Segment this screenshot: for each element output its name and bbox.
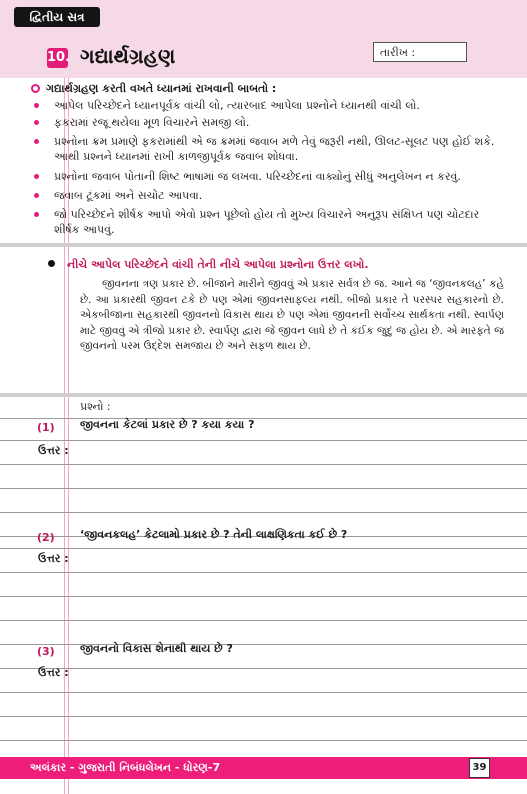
ruled-line bbox=[0, 596, 527, 597]
ruled-line bbox=[0, 740, 527, 741]
note-item bbox=[34, 115, 504, 130]
bullet-icon bbox=[34, 120, 39, 125]
note-text: ફકરામાં રજૂ થયેલા મૂળ વિચારને સમજી લો. bbox=[54, 116, 250, 129]
note-text: જવાબ ટૂંકમાં અને સચોટ આપવા. bbox=[54, 189, 203, 202]
margin-line bbox=[68, 78, 69, 794]
note-item bbox=[34, 169, 504, 184]
note-item bbox=[34, 98, 504, 113]
ruled-line bbox=[0, 620, 527, 621]
footer-text: અલંકાર - ગુજરાતી નિબંધલેખન - ધોરણ-7 bbox=[30, 761, 221, 774]
note-item bbox=[34, 188, 504, 203]
date-field[interactable]: તારીખ : bbox=[373, 42, 467, 62]
question-text: જીવનનો વિકાસ શેનાથી થાય છે ? bbox=[80, 642, 233, 655]
separator bbox=[0, 393, 527, 397]
note-item bbox=[34, 134, 504, 164]
separator bbox=[0, 243, 527, 247]
ruled-line bbox=[0, 512, 527, 513]
question-number: (2) bbox=[37, 531, 55, 544]
question-number: (1) bbox=[37, 421, 55, 434]
ruled-line bbox=[0, 716, 527, 717]
note-text: પ્રશ્નોના જવાબ પોતાની શિષ્ટ ભાષામાં જ લખવા. પરિચ્છેદનાં વાક્યોનું સીધું અનુલેખન ન કરવું. bbox=[54, 170, 461, 183]
ruled-line bbox=[0, 440, 527, 441]
answer-label: ઉત્તર : bbox=[38, 552, 69, 565]
note-text: જો પરિચ્છેદને શીર્ષક આપો એવો પ્રશ્ન પૂછેલો હોય તો મુખ્ય વિચારને અનુરૂપ સંક્ષિપ્ત પણ ચોટદાર શીર્ષક આપવું. bbox=[54, 208, 480, 236]
bullet-icon bbox=[34, 103, 39, 108]
ruled-line bbox=[0, 488, 527, 489]
bullet-icon bbox=[34, 174, 39, 179]
ruled-line bbox=[0, 464, 527, 465]
page-number: 39 bbox=[469, 758, 490, 778]
notes-heading bbox=[31, 82, 276, 96]
margin-line bbox=[64, 78, 65, 794]
notes-heading-text: ગદ્યાર્થગ્રહણ કરતી વખતે ધ્યાનમાં રાખવાની બાબતો : bbox=[46, 82, 277, 95]
instruction-text: નીચે આપેલ પરિચ્છેદને વાંચી તેની નીચે આપેલા પ્રશ્નોના ઉત્તર લખો. bbox=[67, 258, 369, 271]
question-text: જીવનના કેટલાં પ્રકાર છે ? કયા કયા ? bbox=[80, 418, 255, 431]
questions-label: પ્રશ્નો : bbox=[80, 400, 111, 413]
bullet-icon bbox=[48, 260, 55, 267]
ruled-line bbox=[0, 668, 527, 669]
ruled-line bbox=[0, 572, 527, 573]
note-text: આપેલ પરિચ્છેદને ધ્યાનપૂર્વક વાંચી લો, ત્યારબાદ આપેલા પ્રશ્નોને ધ્યાનથી વાંચી લો. bbox=[54, 99, 420, 112]
answer-label: ઉત્તર : bbox=[38, 666, 69, 679]
question-text: ‘જીવનકલહ’ કેટલામો પ્રકાર છે ? તેની લાક્ષણિકતા કઈ છે ? bbox=[80, 528, 348, 541]
bullet-icon bbox=[34, 212, 39, 217]
question-number: (3) bbox=[37, 645, 55, 658]
note-item bbox=[34, 207, 504, 237]
chapter-number: 10. bbox=[47, 48, 68, 68]
term-tab: દ્વિતીય સત્ર bbox=[14, 7, 100, 27]
answer-label: ઉત્તર : bbox=[38, 444, 69, 457]
chapter-title: ગદ્યાર્થગ્રહણ bbox=[80, 44, 176, 68]
ruled-line bbox=[0, 548, 527, 549]
instruction bbox=[48, 258, 369, 272]
passage: જીવનના ત્રણ પ્રકાર છે. બીજાને મારીને જીવવું એ પ્રકાર સર્વત્ર છે જ. આને જ ‘જીવનકલહ’ કહે છે. આ પ્રકારથી જીવન ટકે છે પણ એમાં જીવનસાફલ્ય નથી. બીજો પ્રકાર તે પરસ્પર સહકારનો છે. એકબીજાના સહકારથી જીવનનો વિકાસ થાય છે પણ એમાં જીવનની સર્વોચ્ચ સાર્થકતા નથી. સ્વાર્પણ માટે જીવવું એ ત્રીજો પ્રકાર છે. સ્વાર્પણ દ્વારા જે જીવન લાધે છે તે કંઈક જુદું જ હોય છે. એ મારફતે જ જીવનનો પરમ ઉદ્દેશ સમજાય છે અને સફળ થાય છે. bbox=[80, 278, 504, 352]
bullet-icon bbox=[34, 139, 39, 144]
ruled-line bbox=[0, 692, 527, 693]
ring-bullet-icon bbox=[31, 84, 40, 93]
note-text: પ્રશ્નોના ક્રમ પ્રમાણે ફકરામાંથી એ જ ક્રમમાં જવાબ મળે તેવું જરૂરી નથી, ઊલટ-સૂલટ પણ હોઈ શકે. આથી પ્રશ્નને ધ્યાનમાં રાખી કાળજીપૂર્વક જવાબ શોધવા. bbox=[54, 135, 495, 163]
bullet-icon bbox=[34, 193, 39, 198]
